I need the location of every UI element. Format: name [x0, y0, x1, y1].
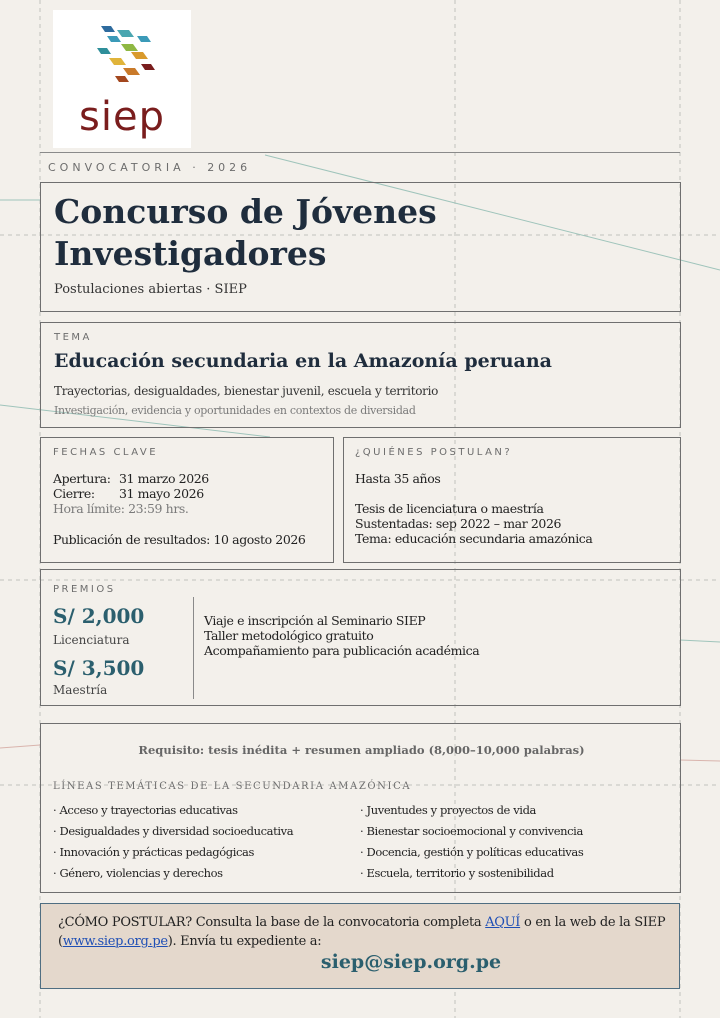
- tema-title: Educación secundaria en la Amazonía peruana: [54, 350, 552, 372]
- premios-box: [40, 569, 681, 706]
- prize-2-amount: S/ 3,500: [53, 656, 145, 680]
- kicker: CONVOCATORIA · 2026: [48, 161, 252, 174]
- perk-item: Taller metodológico gratuito: [204, 628, 374, 643]
- prize-2-label: Maestría: [53, 683, 108, 697]
- linea-item: · Escuela, territorio y sostenibilidad: [360, 866, 554, 880]
- apertura-key: Apertura:: [53, 471, 111, 486]
- tema-box: [40, 322, 681, 428]
- premios-label: PREMIOS: [53, 584, 116, 595]
- sustentadas-requisito: Sustentadas: sep 2022 – mar 2026: [355, 516, 562, 531]
- fechas-label: FECHAS CLAVE: [53, 447, 159, 458]
- apertura-value: 31 marzo 2026: [119, 471, 209, 486]
- apply-text-3: ). Envía tu expediente a:: [167, 934, 322, 949]
- apply-text-2: o en la web de la SIEP (: [58, 915, 666, 949]
- siep-logo-mark-icon: [87, 18, 159, 92]
- requisito-box: [40, 723, 681, 893]
- tema-line-2: Investigación, evidencia y oportunidades en contextos de diversidad: [54, 404, 416, 417]
- lineas-label: LÍNEAS TEMÁTICAS DE LA SECUNDARIA AMAZÓNICA: [53, 781, 412, 792]
- title-line-1: Concurso de Jóvenes: [54, 192, 437, 231]
- tema-label: TEMA: [54, 332, 92, 343]
- linea-item: · Bienestar socioemocional y convivencia: [360, 824, 583, 838]
- logo-wordmark: siep: [79, 94, 165, 140]
- kicker-rule: [40, 152, 680, 153]
- apply-text-1: Consulta la base de la convocatoria completa: [191, 915, 486, 930]
- title-line-2: Investigadores: [54, 234, 327, 273]
- publicacion-resultados: Publicación de resultados: 10 agosto 2026: [53, 532, 306, 547]
- hero-subtitle: Postulaciones abiertas · SIEP: [54, 282, 247, 297]
- apply-box: [40, 903, 680, 989]
- premios-divider: [193, 597, 194, 699]
- apertura-row: [53, 471, 209, 486]
- apply-text: [58, 913, 670, 951]
- perk-item: Viaje e inscripción al Seminario SIEP: [204, 613, 426, 628]
- apply-lead: ¿CÓMO POSTULAR?: [58, 915, 192, 930]
- perk-item: Acompañamiento para publicación académica: [204, 643, 480, 658]
- linea-item: · Innovación y prácticas pedagógicas: [53, 845, 255, 859]
- edad-requisito: Hasta 35 años: [355, 471, 441, 486]
- siep-website-link[interactable]: www.siep.org.pe: [62, 934, 168, 949]
- cierre-row: [53, 486, 204, 501]
- linea-item: · Género, violencias y derechos: [53, 866, 223, 880]
- quienes-box: [343, 437, 681, 563]
- linea-item: · Desigualdades y diversidad socioeducativa: [53, 824, 294, 838]
- tema-line-1: Trayectorias, desigualdades, bienestar juvenil, escuela y territorio: [54, 384, 439, 398]
- quienes-label: ¿QUIÉNES POSTULAN?: [355, 447, 513, 458]
- linea-item: · Juventudes y proyectos de vida: [360, 803, 536, 817]
- bases-link[interactable]: AQUÍ: [485, 915, 521, 930]
- linea-item: · Docencia, gestión y políticas educativas: [360, 845, 584, 859]
- page-title: [54, 191, 654, 275]
- tema-requisito: Tema: educación secundaria amazónica: [355, 531, 593, 546]
- hora-limite: Hora límite: 23:59 hrs.: [53, 501, 189, 516]
- fechas-box: [40, 437, 334, 563]
- cierre-key: Cierre:: [53, 486, 95, 501]
- tesis-requisito: Tesis de licenciatura o maestría: [355, 501, 544, 516]
- prize-1-amount: S/ 2,000: [53, 604, 145, 628]
- siep-logo: [53, 10, 191, 148]
- hero-box: [40, 182, 681, 312]
- cierre-value: 31 mayo 2026: [119, 486, 204, 501]
- prize-1-label: Licenciatura: [53, 633, 130, 647]
- contact-email[interactable]: siep@siep.org.pe: [320, 951, 502, 973]
- requisito-text: Requisito: tesis inédita + resumen ampliado (8,000–10,000 palabras): [138, 743, 585, 757]
- linea-item: · Acceso y trayectorias educativas: [53, 803, 238, 817]
